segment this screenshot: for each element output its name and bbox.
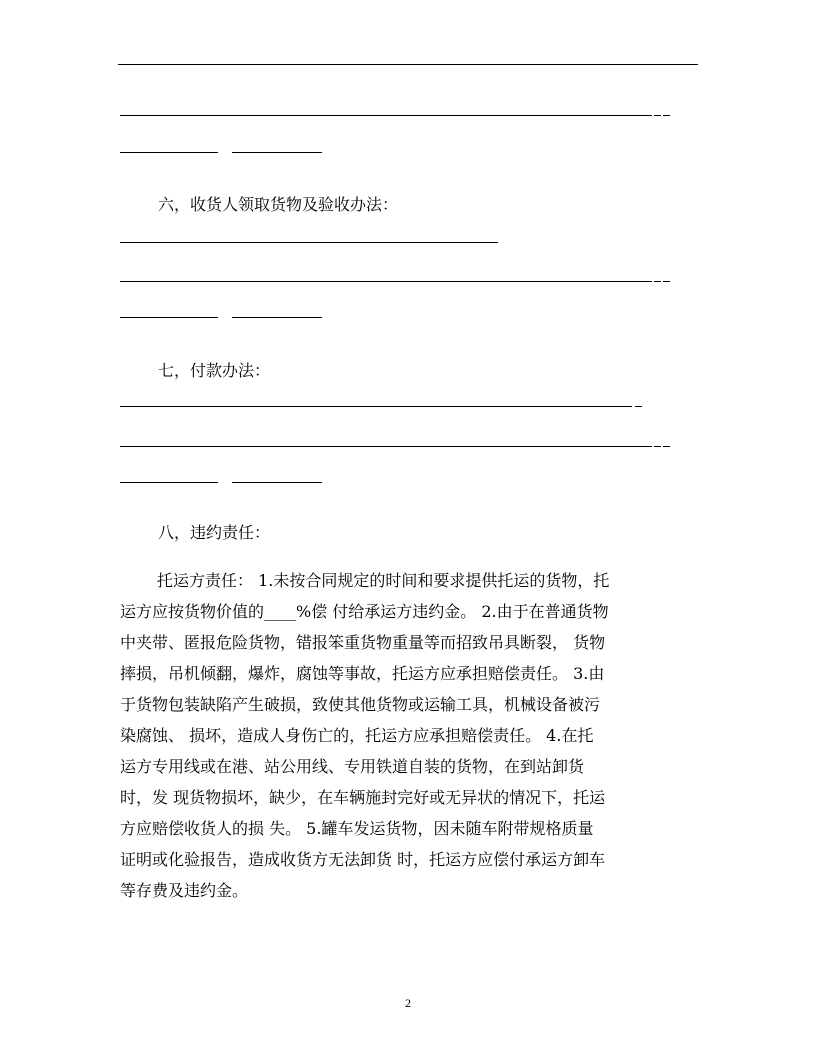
paragraph-line: 托运方责任： 1.未按合同规定的时间和要求提供托运的货物，托 — [157, 571, 610, 590]
blank-line-short — [232, 152, 322, 153]
blank-line-short — [120, 482, 218, 483]
blank-line-tail — [663, 115, 670, 116]
blank-line-tail — [654, 115, 661, 116]
blank-line — [120, 406, 632, 407]
paragraph-line: 摔损，吊机倾翻，爆炸，腐蚀等事故，托运方应承担赔偿责任。 3.由 — [120, 664, 605, 683]
blank-line — [120, 446, 652, 447]
liability-paragraph — [120, 565, 710, 906]
paragraph-line: 于货物包装缺陷产生破损，致使其他货物或运输工具，机械设备被污 — [120, 695, 601, 714]
section-8-heading: 八，违约责任： — [158, 523, 271, 542]
paragraph-line: 运方专用线或在港、站公用线、专用铁道自装的货物，在到站卸货 — [120, 757, 585, 776]
blank-line — [120, 242, 498, 243]
paragraph-line: 时，发 现货物损坏，缺少，在车辆施封完好或无异状的情况下，托运 — [120, 788, 606, 807]
section-6-heading: 六，收货人领取货物及验收办法： — [158, 195, 399, 214]
page-number: 2 — [405, 996, 411, 1010]
blank-line-tail — [654, 281, 661, 282]
header-rule — [118, 64, 698, 65]
blank-line-short — [120, 317, 218, 318]
blank-line — [120, 281, 652, 282]
paragraph-line: 中夹带、匿报危险货物，错报笨重货物重量等而招致吊具断裂， 货物 — [120, 633, 606, 652]
blank-line-tail — [654, 446, 661, 447]
paragraph-line: 方应赔偿收货人的损 失。 5.罐车发运货物，因未随车附带规格质量 — [120, 819, 594, 838]
paragraph-line: 染腐蚀、 损坏，造成人身伤亡的，托运方应承担赔偿责任。 4.在托 — [120, 726, 594, 745]
paragraph-line: 等存费及违约金。 — [120, 881, 249, 900]
blank-line-short — [232, 317, 322, 318]
blank-line-tail — [635, 406, 642, 407]
section-7-heading: 七，付款办法： — [158, 361, 271, 380]
paragraph-line: 运方应按货物价值的____%偿 付给承运方违约金。 2.由于在普通货物 — [120, 602, 609, 621]
blank-line-short — [120, 152, 218, 153]
blank-line — [120, 115, 652, 116]
blank-line-tail — [663, 446, 670, 447]
blank-line-tail — [663, 281, 670, 282]
blank-line-short — [232, 482, 322, 483]
paragraph-line: 证明或化验报告，造成收货方无法卸货 时，托运方应偿付承运方卸车 — [120, 850, 606, 869]
